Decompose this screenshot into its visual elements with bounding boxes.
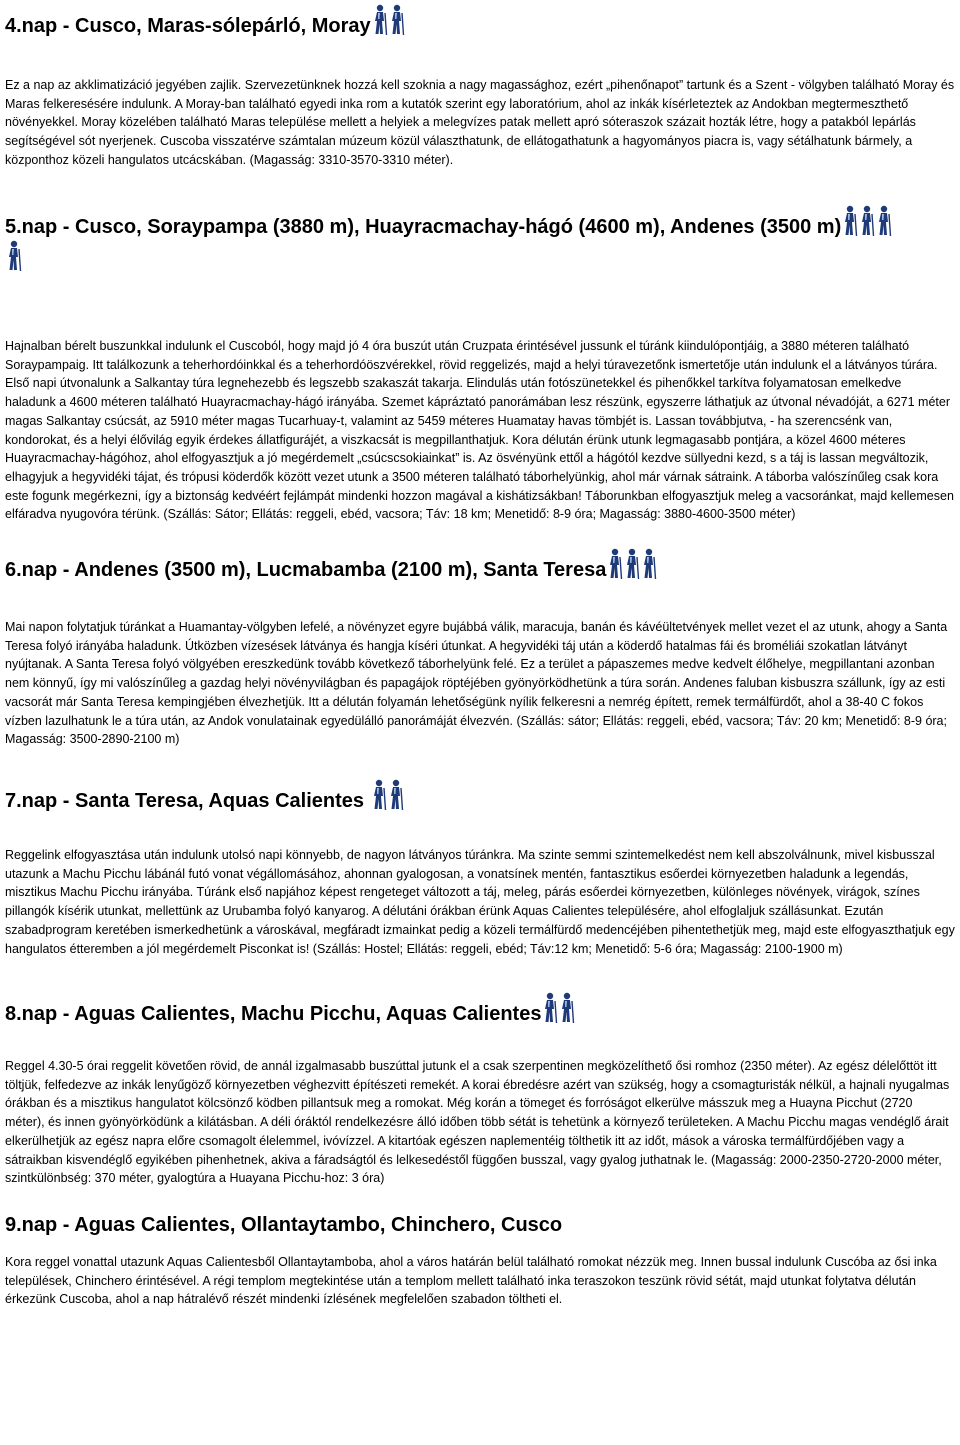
day-title-text: 9.nap - Aguas Calientes, Ollantaytambo, Chinchero, Cusco xyxy=(5,1214,563,1236)
day-title-text: 5.nap - Cusco, Soraypampa (3880 m), Huayracmachay-hágó (4600 m), Andenes (3500 m) xyxy=(5,216,842,238)
day-title xyxy=(5,779,955,814)
day-description: Hajnalban bérelt buszunkkal indulunk el Cuscoból, hogy majd jó 4 óra buszút után Cruzpata érintésével jussunk el túránk kiindulópontjáig, a 3880 méteren található Soraypampaig. Itt találkozunk a teherhordóinkkal és a teherhordóöszvérekkel, rövid reggelizés, majd a helyi túravezetőnk ismertetője után indulunk el a látványos túrára. Első napi útvonalunk a Salkantay túra legnehezebb és legszebb szakaszát takarja. Elindulás után fotószünetekkel és pihenőkkel tarkítva folyamatosan emelkedve haladunk a 4600 méteren található Huayracmachay-hágó irányába. Szemet kápráztató panorámában lesz részünk, egyszerre láthatjuk az útvonal névadóját, a 6271 méter magas Salkantay csúcsát, az 5910 méter magas Tucarhuay-t, valamint az 5459 méteres Huamatay havas tömbjét is. Lassan továbbjutva, - ha szerencsénk van, kondorokat, és a helyi élővilág egyik érdekes állatfigurájét, a viszkacsát is megpillanthatjuk. Kora délután érünk utunk legmagasabb pontjára, a közel 4600 méteres Huayracmachay-hágóhoz, ahol elfogyasztjuk a jó megérdemelt „csúcscsokiainkat” is. Az ösvényünk ettől a hágótól kezdve süllyedni kezd, s a táj is lassan megváltozik, elhagyjuk a hegyvidéki tájat, és trópusi köderdők között vezet utunk a 3500 méteren található táborhelyünkig, ahol már várnak sátraink. A táborba valószínűleg csak kora este fogunk megérkezni, így a biztonság kedvéért fejlámpát mindenki hozzon magával a kishátizsákban! Táborunkban elfogyasztjuk meleg a vacsoránkat, majd kellemesen elfáradva nyugovóra térünk. (Szállás: Sátor; Ellátás: reggeli, ebéd, vacsora; Táv: 18 km; Menetidő: 8-9 óra; Magasság: 3880-4600-3500 méter) xyxy=(5,339,954,522)
day-description: Kora reggel vonattal utazunk Aquas Calientesből Ollantaytamboba, ahol a város határán belül található romokat nézzük meg. Innen bussal indulunk Cuscóba az ősi inka települések, Chinchero érintésével. A régi templom megtekintése után a templom mellett található inka teraszokon teszünk rövid sétát, majd utunkat folytatva délután érkezünk Cuscoba, ahol a nap hátralévő részét mindenki ízlésének megfelelően szabadon töltheti el. xyxy=(5,1255,937,1307)
day-title xyxy=(5,205,955,279)
day-description: Reggel 4.30-5 órai reggelit követően rövid, de annál izgalmasabb buszúttal jutunk el a csak szerpentinen megközelíthető ősi romhoz (2350 méter). Az egész délelőttöt itt töltjük, felfedezve az inkák lenyűgöző környezetben véghezvitt építészeti remekét. A korai ébredésre azért van szükség, hogy a csomagturisták nélkül, a hajnali nyugalmas órákban és a misztikus hangulatot kölcsönző ködben pillantsuk meg a romokat. Még korán a tömeget és forróságot elkerülve másszuk meg a Huayna Picchut (2720 méter), és innen gyönyörködünk a kilátásban. A déli óráktól rendelkezésre álló időben több sétát is tehetünk a környező területeken. A Machu Picchu magas vendéglő árait elkerülhetjük az egész napra előre csomagolt élelemmel, ivóvízzel. A kitartóak egészen naplementéig tölthetik itt az időt, mások a városka termálfürdőjében vagy a sátraikban kisvendéglő egyikében pihenhetnek, akiva a fáradságtól és lelkesedéstől függően busszal, vagy gyalog juthatnak le. (Magasság: 2000-2350-2720-2000 méter, szintkülönbség: 370 méter, gyalogtúra a Huayana Picchu-hoz: 3 óra) xyxy=(5,1059,950,1186)
hiker-difficulty-icon xyxy=(558,992,575,1024)
hiker-difficulty-icon xyxy=(606,548,623,580)
day-section xyxy=(5,1212,955,1309)
difficulty-icons xyxy=(606,548,657,580)
hiker-difficulty-icon xyxy=(640,548,657,580)
day-description: Mai napon folytatjuk túránkat a Huamantay-völgyben lefelé, a növényzet egyre bujábbá válik, maracuja, banán és kávéültetvények mellet vezet el az utunk, ahogy a Santa Teresa folyó irányába haladunk. Útközben vízesések látványa és hangja kíséri útunkat. A hegyvidéki táj után a köderdő hatalmas fái és broméliái szokatlan látványt nyújtanak. A Santa Teresa folyó völgyében ereszkedünk tovább következő táborhelyünk felé. Ez a terület a pápaszemes medve kedvelt élőhelye, megpillantani azonban nem könnyű, így mi valószínűleg a gazdag helyi növényvilágban és papagájok röptéjében gyönyörködhetünk a túra során. Andenes faluban kisbuszra szállunk, így az esti vacsorát már Santa Teresa kempingjében élvezhetjük. Itt a délután folyamán lehetőségünk nyílik felkeresni a nemrég épített, remek termálfürdőt, ahol a 38-40 C fokos vízben lazulhatunk le a túra után, az Andok vonulatainak egyedülálló panorámáját élvezvén. (Szállás: sátor; Ellátás: reggeli, ebéd, vacsora; Táv: 20 km; Menetidő: 8-9 óra; Magasság: 3500-2890-2100 m) xyxy=(5,620,948,747)
hiker-difficulty-icon xyxy=(858,205,875,237)
difficulty-icons xyxy=(841,205,892,237)
day-section xyxy=(5,4,955,170)
difficulty-icons-overflow xyxy=(5,240,955,279)
difficulty-icons xyxy=(370,779,404,811)
hiker-difficulty-icon xyxy=(370,779,387,811)
day-title xyxy=(5,548,955,583)
day-title xyxy=(5,1212,955,1238)
day-title-text: 7.nap - Santa Teresa, Aquas Calientes xyxy=(5,790,365,812)
day-section xyxy=(5,779,955,958)
hiker-difficulty-icon xyxy=(623,548,640,580)
day-description: Reggelink elfogyasztása után indulunk utolsó napi könnyebb, de nagyon látványos túránkra. Ma szinte semmi szintemelkedést nem kell abszolválnunk, mivel kisbusszal utazunk a Machu Picchu lábánál futó vonat végállomásához, ahonnan gyalogosan, a vonatsínek mentén, fantasztikus esőerdei környezetben haladunk a legendás, misztikus Machu Picchu irányába. Túránk első napjához képest rengeteget változott a táj, meleg, párás esőerdei környezetben, különleges növények, virágok, színes pillangók kísérik utunkat, mellettünk az Urubamba folyó kanyarog. A délutáni órákban érünk Aquas Calientes településére, ahol elfoglaljuk szállásunkat. Ezután szabadprogram keretében ismerkedhetünk a városkával, megfáradt izmainkat pedig a közeli termálfürdő medencéjében pihentethetjük meg, majd este elfogyaszthatjuk egy hangulatos étteremben a jól megérdemelt Pisconkat is! (Szállás: Hostel; Ellátás: reggeli, ebéd; Táv:12 km; Menetidő: 5-6 óra; Magasság: 2100-1900 m) xyxy=(5,848,955,956)
day-section xyxy=(5,205,955,524)
hiker-difficulty-icon xyxy=(388,4,405,36)
day-section xyxy=(5,548,955,749)
day-title-text: 4.nap - Cusco, Maras-sólepárló, Moray xyxy=(5,15,371,37)
day-title xyxy=(5,992,955,1027)
difficulty-icons xyxy=(371,4,405,36)
hiker-difficulty-icon xyxy=(541,992,558,1024)
day-description: Ez a nap az akklimatizáció jegyében zajlik. Szervezetünknek hozzá kell szoknia a nagy magassághoz, ezért „pihenőnapot” tartunk és a Szent - völgyben található Moray és Maras felkeresésére indulunk. A Moray-ban található egyedi inka rom a kutatók szerint egy laboratórium, ahol az inkák kísérleteztek az Andokban megtermeszthető növényekkel. Moray közelében található Maras települése mellett a helyiek a melegvízes patak mellett apró sóteraszok százait hozták létre, hogy a patakból lepárlás segítségével sót nyerjenek. Cuscoba visszatérve számtalan múzeum közül választhatunk, de ellátogathatunk a hagyományos piacra is, vagy sétálhatunk bármely, a központhoz közeli hangulatos utcácskában. (Magasság: 3310-3570-3310 méter). xyxy=(5,78,955,167)
hiker-difficulty-icon xyxy=(5,240,22,272)
hiker-difficulty-icon xyxy=(875,205,892,237)
day-title-text: 6.nap - Andenes (3500 m), Lucmabamba (2100 m), Santa Teresa xyxy=(5,559,607,581)
hiker-difficulty-icon xyxy=(371,4,388,36)
day-title-text: 8.nap - Aguas Calientes, Machu Picchu, Aquas Calientes xyxy=(5,1003,542,1025)
day-title xyxy=(5,4,955,39)
day-section xyxy=(5,992,955,1188)
hiker-difficulty-icon xyxy=(841,205,858,237)
difficulty-icons xyxy=(541,992,575,1024)
hiker-difficulty-icon xyxy=(387,779,404,811)
